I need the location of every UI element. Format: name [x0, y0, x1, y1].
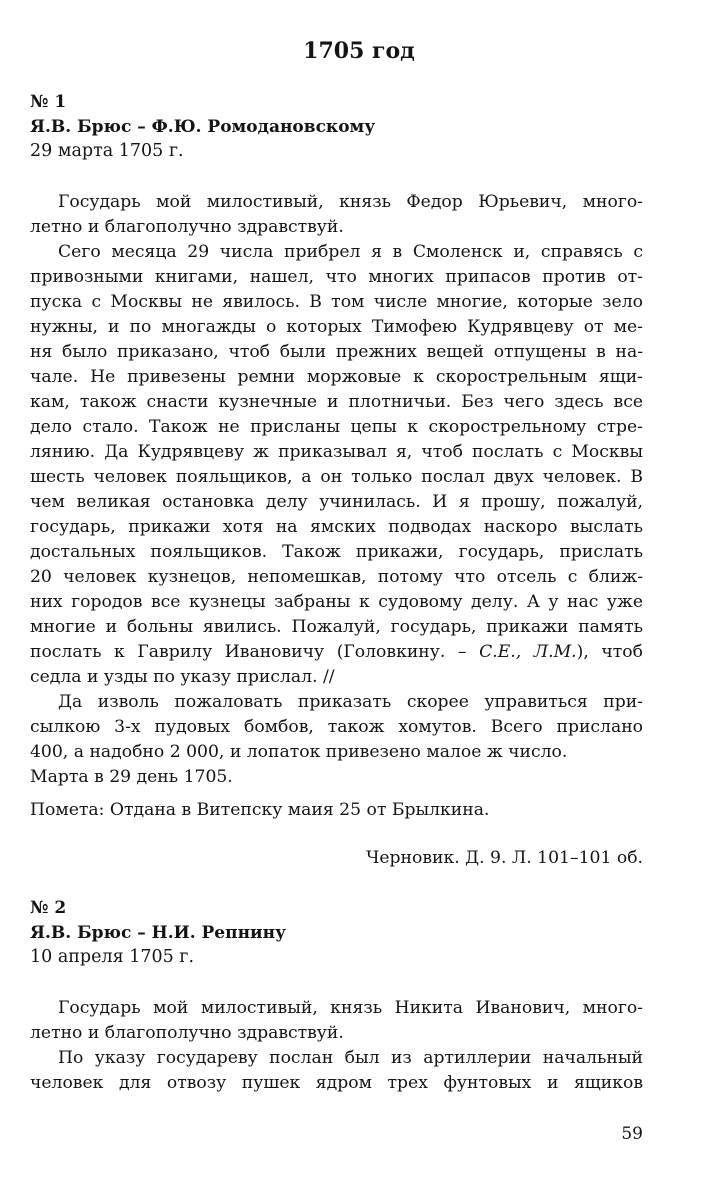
doc2-line: По указу государеву послан был из артиллерии начальный — [58, 1048, 643, 1068]
doc1-line: ня было приказано, чтоб были прежних вещей отпущены в на- — [30, 342, 643, 362]
doc1-number: № 1 — [30, 92, 67, 112]
year-title: 1705 год — [303, 38, 415, 64]
doc1-date: 29 марта 1705 г. — [30, 141, 184, 161]
doc1-note: Помета: Отдана в Витепску маия 25 от Брылкина. — [30, 800, 490, 820]
doc1-line: сылкою 3-х пудовых бомбов, також хомутов. Всего прислано — [30, 717, 643, 737]
page-number: 59 — [621, 1124, 643, 1144]
doc2-addressee: Я.В. Брюс – Н.И. Репнину — [30, 923, 286, 943]
doc2-date: 10 апреля 1705 г. — [30, 947, 195, 967]
doc2-line: Государь мой милостивый, князь Никита Иванович, много- — [58, 998, 643, 1018]
doc1-line: Государь мой милостивый, князь Федор Юрьевич, много- — [58, 192, 643, 212]
doc1-line: дело стало. Також не присланы цепы к скорострельному стре- — [30, 417, 643, 437]
doc1-line: шесть человек пояльщиков, а он только послал двух человек. В — [30, 467, 643, 487]
doc1-line: седла и узды по указу прислал. // — [30, 667, 335, 687]
doc1-line: государь, прикажи хотя на ямских подводах наскоро выслать — [30, 517, 643, 537]
doc1-addressee: Я.В. Брюс – Ф.Ю. Ромодановскому — [30, 117, 376, 137]
doc1-line: Марта в 29 день 1705. — [30, 767, 233, 787]
doc1-line: 400, а надобно 2 000, и лопаток привезено малое ж число. — [30, 742, 568, 762]
doc1-line: лянию. Да Кудрявцеву ж приказывал я, чтоб послать с Москвы — [30, 442, 643, 462]
doc1-line — [30, 640, 643, 665]
doc1-line: Да изволь пожаловать приказать скорее управиться при- — [58, 692, 643, 712]
doc2-line: человек для отвозу пушек ядром трех фунтовых и ящиков — [30, 1073, 643, 1093]
doc1-line-text: послать к Гаврилу Ивановичу (Головкину. – — [30, 642, 467, 662]
doc1-source: Черновик. Д. 9. Л. 101–101 об. — [366, 848, 643, 868]
doc1-line: привозными книгами, нашел, что многих припасов против от- — [30, 267, 643, 287]
doc1-line-text: ), чтоб — [576, 642, 643, 662]
doc1-line: летно и благополучно здравствуй. — [30, 217, 344, 237]
doc2-line: летно и благополучно здравствуй. — [30, 1023, 344, 1043]
doc1-line: чале. Не привезены ремни моржовые к скорострельным ящи- — [30, 367, 643, 387]
doc1-line: чем великая остановка делу учинилась. И я прошу, пожалуй, — [30, 492, 643, 512]
doc1-line: пуска с Москвы не явилось. В том числе многие, которые зело — [30, 292, 643, 312]
doc1-line: нужны, и по многажды о которых Тимофею Кудрявцеву от ме- — [30, 317, 643, 337]
doc1-line: многие и больны явились. Пожалуй, государь, прикажи память — [30, 617, 643, 637]
doc2-number: № 2 — [30, 898, 67, 918]
editor-initials: С.Е., Л.М. — [466, 642, 577, 662]
doc1-line: 20 человек кузнецов, непомешкав, потому что отсель с ближ- — [30, 567, 643, 587]
doc1-line: кам, також снасти кузнечные и плотничьи. Без чего здесь все — [30, 392, 643, 412]
doc1-line: них городов все кузнецы забраны к судовому делу. А у нас уже — [30, 592, 643, 612]
doc1-line: Сего месяца 29 числа прибрел я в Смоленск и, справясь с — [58, 242, 643, 262]
doc1-line: достальных пояльщиков. Також прикажи, государь, прислать — [30, 542, 643, 562]
